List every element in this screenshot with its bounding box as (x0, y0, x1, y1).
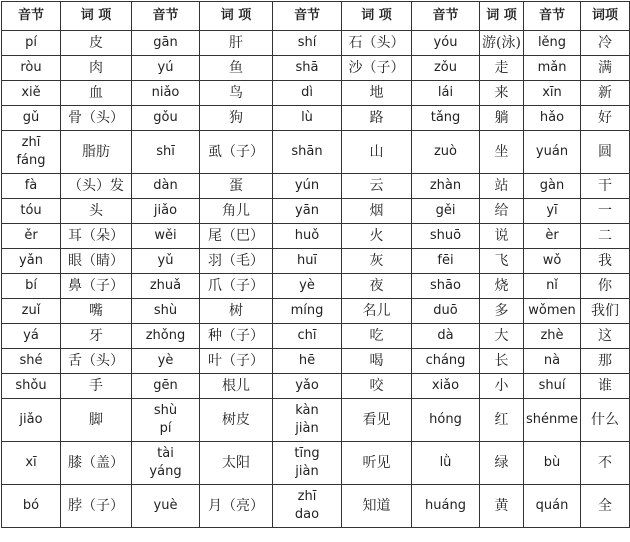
term-cell: 游(泳) (480, 31, 524, 56)
syllable-cell: yuán (524, 131, 581, 174)
term-cell: 树皮 (200, 399, 273, 442)
term-cell: 好 (581, 106, 630, 131)
syllable-cell: wǒ (524, 249, 581, 274)
syllable-cell: yǎo (273, 374, 342, 399)
syllable-cell: yè (273, 274, 342, 299)
term-cell: 羽（毛） (200, 249, 273, 274)
syllable-cell: lái (412, 81, 480, 106)
syllable-cell: lǜ (412, 442, 480, 485)
table-row (2, 324, 630, 349)
syllable-cell: zǒu (412, 56, 480, 81)
syllable-cell: quán (524, 485, 581, 528)
syllable-cell: yóu (412, 31, 480, 56)
syllable-cell: gàn (524, 174, 581, 199)
term-cell: 听见 (342, 442, 412, 485)
term-cell: 飞 (480, 249, 524, 274)
syllable-cell: yuè (132, 485, 200, 528)
syllable-cell: tīng jiàn (273, 442, 342, 485)
term-cell: 这 (581, 324, 630, 349)
term-cell: 知道 (342, 485, 412, 528)
syllable-cell: shuō (412, 224, 480, 249)
term-cell: 全 (581, 485, 630, 528)
syllable-cell: hē (273, 349, 342, 374)
term-cell: 皮 (61, 31, 132, 56)
syllable-cell: fēi (412, 249, 480, 274)
term-cell: 尾（巴） (200, 224, 273, 249)
term-cell: 肉 (61, 56, 132, 81)
term-cell: 耳（朵） (61, 224, 132, 249)
table-row (2, 56, 630, 81)
term-cell: 长 (480, 349, 524, 374)
syllable-cell: huī (273, 249, 342, 274)
term-cell: 鸟 (200, 81, 273, 106)
syllable-cell: gān (132, 31, 200, 56)
syllable-cell: yǎn (2, 249, 61, 274)
syllable-cell: xī (2, 442, 61, 485)
term-cell: 大 (480, 324, 524, 349)
term-cell: 月（亮） (200, 485, 273, 528)
term-cell: 给 (480, 199, 524, 224)
term-cell: 狗 (200, 106, 273, 131)
syllable-cell: nà (524, 349, 581, 374)
term-cell: 沙（子） (342, 56, 412, 81)
syllable-cell: gǔ (2, 106, 61, 131)
term-cell: 眼（睛） (61, 249, 132, 274)
term-cell: 血 (61, 81, 132, 106)
term-cell: 火 (342, 224, 412, 249)
syllable-cell: gēn (132, 374, 200, 399)
table-row (2, 131, 630, 174)
table-row (2, 442, 630, 485)
term-cell: 脖（子） (61, 485, 132, 528)
syllable-cell: shǒu (2, 374, 61, 399)
term-cell: 树 (200, 299, 273, 324)
header-syllable: 音节 (273, 2, 342, 31)
term-cell: 牙 (61, 324, 132, 349)
term-cell: 云 (342, 174, 412, 199)
syllable-cell: yú (132, 56, 200, 81)
term-cell: 石（头） (342, 31, 412, 56)
syllable-cell: zuò (412, 131, 480, 174)
term-cell: （头）发 (61, 174, 132, 199)
syllable-cell: yǔ (132, 249, 200, 274)
term-cell: 躺 (480, 106, 524, 131)
syllable-cell: shāo (412, 274, 480, 299)
term-cell: 站 (480, 174, 524, 199)
term-cell: 干 (581, 174, 630, 199)
syllable-cell: lěng (524, 31, 581, 56)
syllable-cell: xīn (524, 81, 581, 106)
syllable-cell: shù pí (132, 399, 200, 442)
table-row (2, 274, 630, 299)
term-cell: 脚 (61, 399, 132, 442)
term-cell: 烟 (342, 199, 412, 224)
syllable-cell: dì (273, 81, 342, 106)
syllable-cell: bù (524, 442, 581, 485)
syllable-cell: yè (132, 349, 200, 374)
term-cell: 一 (581, 199, 630, 224)
term-cell: 什么 (581, 399, 630, 442)
syllable-cell: bí (2, 274, 61, 299)
syllable-cell: ròu (2, 56, 61, 81)
term-cell: 太阳 (200, 442, 273, 485)
syllable-cell: jiǎo (2, 399, 61, 442)
header-term: 词项 (581, 2, 630, 31)
header-term: 词 项 (61, 2, 132, 31)
syllable-cell: huáng (412, 485, 480, 528)
term-cell: 手 (61, 374, 132, 399)
term-cell: 坐 (480, 131, 524, 174)
term-cell: 看见 (342, 399, 412, 442)
header-syllable: 音节 (524, 2, 581, 31)
syllable-cell: èr (524, 224, 581, 249)
syllable-cell: yān (273, 199, 342, 224)
syllable-cell: ěr (2, 224, 61, 249)
syllable-cell: yún (273, 174, 342, 199)
term-cell: 膝（盖） (61, 442, 132, 485)
term-cell: 二 (581, 224, 630, 249)
term-cell: 路 (342, 106, 412, 131)
term-cell: 绿 (480, 442, 524, 485)
syllable-cell: zuǐ (2, 299, 61, 324)
syllable-cell: wěi (132, 224, 200, 249)
term-cell: 谁 (581, 374, 630, 399)
syllable-cell: bó (2, 485, 61, 528)
term-cell: 虱（子） (200, 131, 273, 174)
term-cell: 地 (342, 81, 412, 106)
term-cell: 满 (581, 56, 630, 81)
term-cell: 鱼 (200, 56, 273, 81)
table-row (2, 374, 630, 399)
term-cell: 蛋 (200, 174, 273, 199)
syllable-cell: zhǒng (132, 324, 200, 349)
syllable-cell: tóu (2, 199, 61, 224)
term-cell: 多 (480, 299, 524, 324)
syllable-cell: duō (412, 299, 480, 324)
syllable-cell: dà (412, 324, 480, 349)
table-row (2, 299, 630, 324)
syllable-cell: mǎn (524, 56, 581, 81)
syllable-cell: huǒ (273, 224, 342, 249)
term-cell: 骨（头） (61, 106, 132, 131)
term-cell: 喝 (342, 349, 412, 374)
term-cell: 角儿 (200, 199, 273, 224)
table-row (2, 399, 630, 442)
syllable-cell: zhuǎ (132, 274, 200, 299)
syllable-cell: shī (132, 131, 200, 174)
syllable-cell: tài yáng (132, 442, 200, 485)
syllable-cell: yī (524, 199, 581, 224)
syllable-cell: tǎng (412, 106, 480, 131)
syllable-cell: shénme (524, 399, 581, 442)
header-row (2, 2, 630, 31)
vocabulary-table (1, 1, 630, 528)
syllable-cell: chī (273, 324, 342, 349)
header-term: 词 项 (200, 2, 273, 31)
syllable-cell: zhī fáng (2, 131, 61, 174)
term-cell: 咬 (342, 374, 412, 399)
header-syllable: 音节 (412, 2, 480, 31)
term-cell: 红 (480, 399, 524, 442)
term-cell: 鼻（子） (61, 274, 132, 299)
syllable-cell: fà (2, 174, 61, 199)
term-cell: 种（子） (200, 324, 273, 349)
term-cell: 圆 (581, 131, 630, 174)
header-term: 词 项 (342, 2, 412, 31)
term-cell: 我们 (581, 299, 630, 324)
term-cell: 爪（子） (200, 274, 273, 299)
syllable-cell: shí (273, 31, 342, 56)
term-cell: 头 (61, 199, 132, 224)
syllable-cell: shā (273, 56, 342, 81)
syllable-cell: hóng (412, 399, 480, 442)
term-cell: 嘴 (61, 299, 132, 324)
syllable-cell: zhī dao (273, 485, 342, 528)
table-body (2, 31, 630, 528)
term-cell: 那 (581, 349, 630, 374)
term-cell: 不 (581, 442, 630, 485)
table-row (2, 249, 630, 274)
syllable-cell: cháng (412, 349, 480, 374)
term-cell: 来 (480, 81, 524, 106)
term-cell: 说 (480, 224, 524, 249)
term-cell: 肝 (200, 31, 273, 56)
syllable-cell: kàn jiàn (273, 399, 342, 442)
table-row (2, 174, 630, 199)
table-row (2, 349, 630, 374)
syllable-cell: shù (132, 299, 200, 324)
term-cell: 新 (581, 81, 630, 106)
table-row (2, 81, 630, 106)
term-cell: 夜 (342, 274, 412, 299)
term-cell: 我 (581, 249, 630, 274)
header-syllable: 音节 (2, 2, 61, 31)
syllable-cell: xiě (2, 81, 61, 106)
syllable-cell: zhè (524, 324, 581, 349)
term-cell: 小 (480, 374, 524, 399)
syllable-cell: jiǎo (132, 199, 200, 224)
syllable-cell: yá (2, 324, 61, 349)
table-row (2, 106, 630, 131)
syllable-cell: lù (273, 106, 342, 131)
header-term: 词 项 (480, 2, 524, 31)
table-row (2, 485, 630, 528)
term-cell: 脂肪 (61, 131, 132, 174)
syllable-cell: gěi (412, 199, 480, 224)
syllable-cell: zhàn (412, 174, 480, 199)
syllable-cell: shé (2, 349, 61, 374)
term-cell: 冷 (581, 31, 630, 56)
syllable-cell: hǎo (524, 106, 581, 131)
term-cell: 舌（头） (61, 349, 132, 374)
term-cell: 黄 (480, 485, 524, 528)
syllable-cell: dàn (132, 174, 200, 199)
syllable-cell: nǐ (524, 274, 581, 299)
table-row (2, 224, 630, 249)
syllable-cell: pí (2, 31, 61, 56)
syllable-cell: gǒu (132, 106, 200, 131)
term-cell: 名儿 (342, 299, 412, 324)
term-cell: 山 (342, 131, 412, 174)
syllable-cell: shān (273, 131, 342, 174)
term-cell: 灰 (342, 249, 412, 274)
syllable-cell: míng (273, 299, 342, 324)
syllable-cell: wǒmen (524, 299, 581, 324)
table-row (2, 199, 630, 224)
term-cell: 烧 (480, 274, 524, 299)
syllable-cell: niǎo (132, 81, 200, 106)
term-cell: 叶（子） (200, 349, 273, 374)
term-cell: 走 (480, 56, 524, 81)
syllable-cell: shuí (524, 374, 581, 399)
term-cell: 根儿 (200, 374, 273, 399)
term-cell: 你 (581, 274, 630, 299)
header-syllable: 音节 (132, 2, 200, 31)
term-cell: 吃 (342, 324, 412, 349)
table-row (2, 31, 630, 56)
syllable-cell: xiǎo (412, 374, 480, 399)
